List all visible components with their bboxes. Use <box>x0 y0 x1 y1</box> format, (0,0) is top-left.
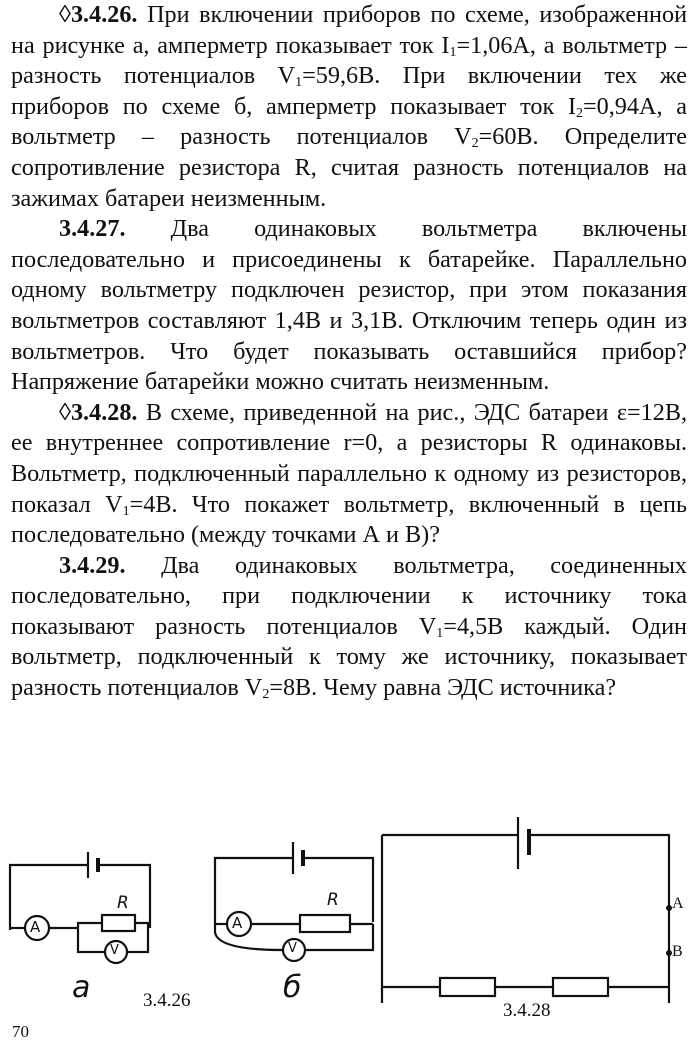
problem-number: 3.4.27. <box>59 215 126 243</box>
resistor-box <box>300 915 350 932</box>
circuit-diagram-3-4-28 <box>370 815 691 1005</box>
resistor-1 <box>440 978 495 996</box>
resistor-label: R <box>327 890 339 910</box>
figure-caption-3-4-28: 3.4.28 <box>503 1000 551 1021</box>
problem-3-4-26: ◊3.4.26. При включении приборов по схеме, изображенной на рисунке а, амперметр показывает ток $I_1=1,06А$, а вольтметр – разность потенциалов $V_1=59,6В$. При включении тех же приборов по схеме б, амперметр показывает ток $I_2=0,94А$, а вольтметр – разность потенциалов $V_2=60В$. Определите сопротивление резистора R, считая разность потенциалов на зажимах батареи неизменным. <box>11 1 688 212</box>
point-a-label: A <box>672 895 684 912</box>
resistor-box <box>102 915 135 931</box>
diamond-marker: ◊ <box>59 398 71 426</box>
problem-number: ◊3.4.26. <box>59 1 138 28</box>
ammeter-label: A <box>232 914 243 932</box>
resistor-label: R <box>117 893 129 913</box>
problem-3-4-28: ◊3.4.28. В схеме, приведенной на рис., ЭДС батареи ε=12В, ее внутреннее сопротивление r=0, а резисторы R одинаковы. Вольтметр, подключенный параллельно к одному из резисторов, показал $V_1=4В$. Что покажет вольтметр, включенный в цепь последовательно (между точками А и В)? <box>11 398 687 549</box>
top-wire <box>10 865 150 890</box>
resistor-branch <box>78 923 148 928</box>
figure-letter-b: б <box>283 970 302 1005</box>
figure-caption-3-4-26: 3.4.26 <box>143 990 191 1011</box>
problem-text-column <box>11 0 687 704</box>
problem-3-4-27: 3.4.27. Два одинаковых вольтметра включены последовательно и присоединены к батарейке. Параллельно одному вольтметру подключен резистор, при этом показания вольтметров составляют 1,4В и 3,1В. Отключим теперь один из вольтметров. Что будет показывать оставшийся прибор? Напряжение батарейки можно считать неизменным. <box>11 215 687 396</box>
outer-wire <box>382 835 669 1003</box>
ammeter-label: A <box>30 918 41 936</box>
circuit-28-svg <box>370 815 691 1005</box>
page-number: 70 <box>12 1022 29 1041</box>
resistor-2 <box>553 978 608 996</box>
circuit-diagram-b <box>205 820 385 1020</box>
problem-3-4-29: 3.4.29. Два одинаковых вольтметра, соединенных последовательно, при подключении к источнику тока показывают разность потенциалов $V_1=4,5В$ каждый. Один вольтметр, подключенный к тому же источнику, показывает разность потенциалов $V_2=8В$. Чему равна ЭДС источника? <box>11 551 688 703</box>
problem-number: 3.4.29. <box>59 551 126 579</box>
voltmeter-label: V <box>288 941 297 956</box>
diamond-marker: ◊ <box>59 1 71 28</box>
figure-letter-a: а <box>72 970 91 1005</box>
voltmeter-label: V <box>110 943 119 958</box>
problem-number: ◊3.4.28. <box>59 398 138 426</box>
point-b-label: B <box>672 943 683 960</box>
